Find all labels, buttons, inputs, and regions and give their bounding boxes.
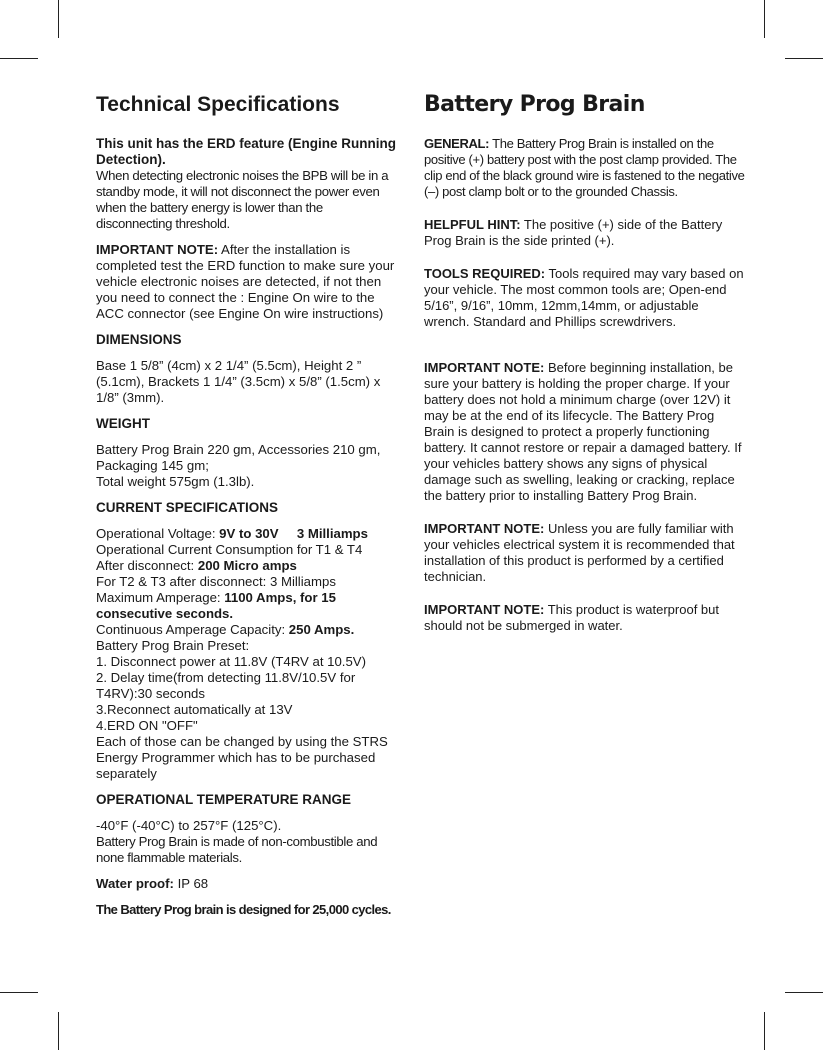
weight-line: Packaging 145 gm; xyxy=(96,458,209,473)
cycles-text: The Battery Prog brain is designed for 25,000 cycles. xyxy=(96,902,391,917)
preset-item: 3.Reconnect automatically at 13V xyxy=(96,702,293,717)
general-text: The Battery Prog Brain is installed on the positive (+) battery post with the post clamp provided. The clip end of the black ground wire is fastened to the negative (–) post clamp bolt or to the grounded Chassis. xyxy=(424,136,745,199)
waterproof xyxy=(96,876,401,892)
crop-mark xyxy=(0,992,38,993)
helpful-hint-label: HELPFUL HINT: xyxy=(424,217,521,232)
maximum-amperage-value: 1100 Amps, for 15 consecutive seconds. xyxy=(96,590,336,621)
preset-item: 1. Disconnect power at 11.8V (T4RV at 10.5V) xyxy=(96,654,366,669)
important-note-2-text: Unless you are fully familiar with your vehicles electrical system it is recommended that installation of this product is performed by a certified technician. xyxy=(424,521,735,584)
important-note-2-label: IMPORTANT NOTE: xyxy=(424,521,545,536)
battery-prog-brain-column xyxy=(424,92,746,634)
dimensions-text: Base 1 5/8” (4cm) x 2 1/4” (5.5cm), Height 2 ” (5.1cm), Brackets 1 1/4” (3.5cm) x 5/8” (1.5cm) x 1/8” (3mm). xyxy=(96,358,381,405)
important-note-1-text: Before beginning installation, be sure your battery is holding the proper charge. If your battery does not hold a minimum charge (over 12V) it may be at the end of its lifecycle. The Battery Prog Brain is designed to protect a properly functioning battery. It cannot restore or repair a damaged battery. If your vehicles battery shows any signs of physical damage such as swelling, leaking or cracking, replace the battery prior to installing Battery Prog Brain. xyxy=(424,360,742,503)
weight-line: Battery Prog Brain 220 gm, Accessories 210 gm, xyxy=(96,442,381,457)
continuous-amperage-value: 250 Amps. xyxy=(288,622,355,637)
operational-voltage xyxy=(96,526,401,542)
crop-mark xyxy=(58,0,59,38)
general-paragraph xyxy=(424,136,746,200)
page-title: Technical Specifications xyxy=(96,93,340,116)
crop-mark xyxy=(0,58,38,59)
maximum-amperage xyxy=(96,590,401,622)
crop-mark xyxy=(58,1012,59,1050)
continuous-amperage-label: Continuous Amperage Capacity: xyxy=(96,622,289,637)
temperature-heading: OPERATIONAL TEMPERATURE RANGE xyxy=(96,792,352,807)
helpful-hint-text: The positive (+) side of the Battery Prog Brain is the side printed (+). xyxy=(424,217,723,248)
important-note-1-label: IMPORTANT NOTE: xyxy=(424,360,545,375)
tools-required xyxy=(424,266,746,330)
general-label: GENERAL: xyxy=(424,136,490,151)
crop-mark xyxy=(785,992,823,993)
important-note-3 xyxy=(424,602,746,634)
operational-voltage-label: Operational Voltage: xyxy=(96,526,220,541)
preset-item: 4.ERD ON "OFF" xyxy=(96,718,198,733)
waterproof-value: IP 68 xyxy=(173,876,209,891)
important-note xyxy=(96,242,401,322)
after-disconnect xyxy=(96,558,401,574)
maximum-amperage-label: Maximum Amperage: xyxy=(96,590,225,605)
erd-text: When detecting electronic noises the BPB will be in a standby mode, it will not disconnect the power even when the battery energy is lower than the disconnecting threshold. xyxy=(96,168,389,231)
important-note-3-text: This product is waterproof but should not be submerged in water. xyxy=(424,602,719,633)
crop-mark xyxy=(764,1012,765,1050)
after-disconnect-value: 200 Micro amps xyxy=(197,558,297,573)
operational-voltage-value: 9V to 30V 3 Milliamps xyxy=(219,526,368,541)
section-title: Battery Prog Brain xyxy=(424,92,645,117)
important-note-1 xyxy=(424,360,746,504)
tools-required-label: TOOLS REQUIRED: xyxy=(424,266,546,281)
dimensions-heading: DIMENSIONS xyxy=(96,332,182,347)
waterproof-label: Water proof: xyxy=(96,876,174,891)
tools-required-text: Tools required may vary based on your vehicle. The most common tools are; Open-end 5/16”, 9/16”, 10mm, 12mm,14mm, or adjustable wrench. Standard and Phillips screwdrivers. xyxy=(424,266,744,329)
important-note-3-label: IMPORTANT NOTE: xyxy=(424,602,545,617)
weight-line: Total weight 575gm (1.3lb). xyxy=(96,474,255,489)
preset-item: 2. Delay time(from detecting 11.8V/10.5V for T4RV):30 seconds xyxy=(96,670,356,701)
weight-heading: WEIGHT xyxy=(96,416,150,431)
important-note-label: IMPORTANT NOTE: xyxy=(96,242,219,257)
helpful-hint xyxy=(424,217,746,249)
preset-change-text: Each of those can be changed by using the STRS Energy Programmer which has to be purchased separately xyxy=(96,734,388,781)
temperature-range: -40°F (-40°C) to 257°F (125°C). xyxy=(96,818,282,833)
erd-heading: This unit has the ERD feature (Engine Running Detection). xyxy=(96,136,397,167)
crop-mark xyxy=(764,0,765,38)
crop-mark xyxy=(785,58,823,59)
t2-t3-line: For T2 & T3 after disconnect: 3 Milliamps xyxy=(96,574,336,589)
important-note-text: After the installation is completed test the ERD function to make sure your vehicle electronic noises are detected, if not then you need to connect the : Engine On wire to the ACC connector (see Engine On wire instructions) xyxy=(96,242,395,321)
important-note-2 xyxy=(424,521,746,585)
temperature-material: Battery Prog Brain is made of non-combustible and none flammable materials. xyxy=(96,834,378,865)
after-disconnect-label: After disconnect: xyxy=(96,558,198,573)
current-specifications-heading: CURRENT SPECIFICATIONS xyxy=(96,500,279,515)
technical-specifications-column xyxy=(96,92,401,918)
continuous-amperage xyxy=(96,622,401,638)
preset-line: Battery Prog Brain Preset: xyxy=(96,638,250,653)
operational-current: Operational Current Consumption for T1 & T4 xyxy=(96,542,363,557)
